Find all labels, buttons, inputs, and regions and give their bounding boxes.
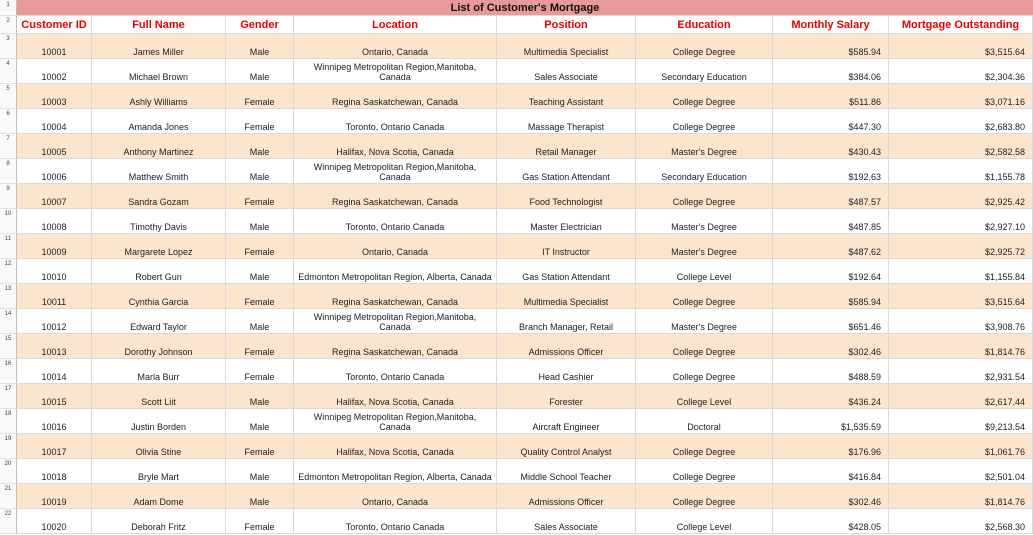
cell-customer-id[interactable]: 10004 [17, 109, 92, 134]
cell-full-name[interactable]: Bryle Mart [92, 459, 226, 484]
cell-position[interactable]: Aircraft Engineer [497, 409, 636, 434]
cell-full-name[interactable]: James Miller [92, 34, 226, 59]
cell-mortgage-outstanding[interactable]: $2,501.04 [889, 459, 1033, 484]
cell-full-name[interactable]: Marla Burr [92, 359, 226, 384]
cell-customer-id[interactable]: 10001 [17, 34, 92, 59]
cell-full-name[interactable]: Olivia Stine [92, 434, 226, 459]
cell-position[interactable]: Teaching Assistant [497, 84, 636, 109]
cell-gender[interactable]: Male [226, 59, 294, 84]
cell-monthly-salary[interactable]: $428.05 [773, 509, 889, 534]
cell-mortgage-outstanding[interactable]: $2,925.42 [889, 184, 1033, 209]
cell-monthly-salary[interactable]: $487.85 [773, 209, 889, 234]
cell-full-name[interactable]: Matthew Smith [92, 159, 226, 184]
cell-gender[interactable]: Male [226, 409, 294, 434]
cell-position[interactable]: Branch Manager, Retail [497, 309, 636, 334]
cell-full-name[interactable]: Robert Gun [92, 259, 226, 284]
cell-gender[interactable]: Male [226, 34, 294, 59]
cell-customer-id[interactable]: 10007 [17, 184, 92, 209]
cell-monthly-salary[interactable]: $384.06 [773, 59, 889, 84]
cell-mortgage-outstanding[interactable]: $2,617.44 [889, 384, 1033, 409]
cell-customer-id[interactable]: 10002 [17, 59, 92, 84]
row-header-20[interactable]: 20 [0, 459, 17, 484]
row-header-9[interactable]: 9 [0, 184, 17, 209]
cell-gender[interactable]: Male [226, 259, 294, 284]
cell-full-name[interactable]: Deborah Fritz [92, 509, 226, 534]
column-header-gender[interactable]: Gender [226, 16, 294, 34]
cell-monthly-salary[interactable]: $176.96 [773, 434, 889, 459]
cell-monthly-salary[interactable]: $447.30 [773, 109, 889, 134]
row-header-11[interactable]: 11 [0, 234, 17, 259]
cell-position[interactable]: Middle School Teacher [497, 459, 636, 484]
cell-gender[interactable]: Male [226, 484, 294, 509]
cell-full-name[interactable]: Timothy Davis [92, 209, 226, 234]
cell-mortgage-outstanding[interactable]: $1,061.76 [889, 434, 1033, 459]
row-header-1[interactable]: 1 [0, 0, 17, 16]
cell-full-name[interactable]: Ashly Williams [92, 84, 226, 109]
cell-monthly-salary[interactable]: $302.46 [773, 334, 889, 359]
cell-location[interactable]: Toronto, Ontario Canada [294, 509, 497, 534]
cell-position[interactable]: IT Instructor [497, 234, 636, 259]
cell-full-name[interactable]: Margarete Lopez [92, 234, 226, 259]
cell-full-name[interactable]: Adam Dome [92, 484, 226, 509]
cell-location[interactable]: Ontario, Canada [294, 484, 497, 509]
cell-mortgage-outstanding[interactable]: $9,213.54 [889, 409, 1033, 434]
cell-monthly-salary[interactable]: $192.64 [773, 259, 889, 284]
cell-education[interactable]: College Degree [636, 359, 773, 384]
cell-education[interactable]: College Degree [636, 34, 773, 59]
cell-location[interactable]: Halifax, Nova Scotia, Canada [294, 384, 497, 409]
cell-full-name[interactable]: Anthony Martinez [92, 134, 226, 159]
cell-full-name[interactable]: Amanda Jones [92, 109, 226, 134]
cell-education[interactable]: Master's Degree [636, 234, 773, 259]
cell-mortgage-outstanding[interactable]: $1,814.76 [889, 334, 1033, 359]
cell-full-name[interactable]: Dorothy Johnson [92, 334, 226, 359]
cell-monthly-salary[interactable]: $585.94 [773, 284, 889, 309]
cell-location[interactable]: Regina Saskatchewan, Canada [294, 184, 497, 209]
cell-gender[interactable]: Male [226, 134, 294, 159]
cell-monthly-salary[interactable]: $192.63 [773, 159, 889, 184]
cell-full-name[interactable]: Cynthia Garcia [92, 284, 226, 309]
row-header-21[interactable]: 21 [0, 484, 17, 509]
cell-full-name[interactable]: Scott Liit [92, 384, 226, 409]
cell-customer-id[interactable]: 10010 [17, 259, 92, 284]
cell-mortgage-outstanding[interactable]: $3,908.76 [889, 309, 1033, 334]
cell-location[interactable]: Regina Saskatchewan, Canada [294, 334, 497, 359]
column-header-full-name[interactable]: Full Name [92, 16, 226, 34]
cell-education[interactable]: College Degree [636, 109, 773, 134]
row-header-17[interactable]: 17 [0, 384, 17, 409]
cell-education[interactable]: Master's Degree [636, 309, 773, 334]
row-header-4[interactable]: 4 [0, 59, 17, 84]
cell-position[interactable]: Food Technologist [497, 184, 636, 209]
cell-monthly-salary[interactable]: $430.43 [773, 134, 889, 159]
cell-gender[interactable]: Female [226, 284, 294, 309]
sheet-title[interactable]: List of Customer's Mortgage [17, 0, 1033, 16]
cell-customer-id[interactable]: 10020 [17, 509, 92, 534]
cell-position[interactable]: Quality Control Analyst [497, 434, 636, 459]
cell-customer-id[interactable]: 10014 [17, 359, 92, 384]
cell-mortgage-outstanding[interactable]: $2,927.10 [889, 209, 1033, 234]
column-header-location[interactable]: Location [294, 16, 497, 34]
cell-customer-id[interactable]: 10009 [17, 234, 92, 259]
cell-mortgage-outstanding[interactable]: $3,515.64 [889, 34, 1033, 59]
cell-location[interactable]: Halifax, Nova Scotia, Canada [294, 134, 497, 159]
cell-customer-id[interactable]: 10019 [17, 484, 92, 509]
cell-position[interactable]: Master Electrician [497, 209, 636, 234]
row-header-5[interactable]: 5 [0, 84, 17, 109]
cell-education[interactable]: Secondary Education [636, 59, 773, 84]
cell-monthly-salary[interactable]: $488.59 [773, 359, 889, 384]
cell-monthly-salary[interactable]: $302.46 [773, 484, 889, 509]
cell-monthly-salary[interactable]: $1,535.59 [773, 409, 889, 434]
cell-gender[interactable]: Male [226, 309, 294, 334]
cell-education[interactable]: College Level [636, 259, 773, 284]
cell-position[interactable]: Admissions Officer [497, 334, 636, 359]
cell-position[interactable]: Massage Therapist [497, 109, 636, 134]
cell-gender[interactable]: Female [226, 359, 294, 384]
cell-monthly-salary[interactable]: $585.94 [773, 34, 889, 59]
cell-education[interactable]: College Level [636, 384, 773, 409]
cell-customer-id[interactable]: 10015 [17, 384, 92, 409]
cell-location[interactable]: Winnipeg Metropolitan Region,Manitoba, Canada [294, 59, 497, 84]
cell-mortgage-outstanding[interactable]: $1,814.76 [889, 484, 1033, 509]
cell-position[interactable]: Multimedia Specialist [497, 34, 636, 59]
cell-education[interactable]: College Degree [636, 434, 773, 459]
cell-location[interactable]: Toronto, Ontario Canada [294, 359, 497, 384]
cell-position[interactable]: Gas Station Attendant [497, 259, 636, 284]
column-header-education[interactable]: Education [636, 16, 773, 34]
cell-location[interactable]: Ontario, Canada [294, 34, 497, 59]
cell-location[interactable]: Winnipeg Metropolitan Region,Manitoba, Canada [294, 159, 497, 184]
cell-monthly-salary[interactable]: $487.62 [773, 234, 889, 259]
cell-customer-id[interactable]: 10018 [17, 459, 92, 484]
cell-gender[interactable]: Female [226, 84, 294, 109]
cell-mortgage-outstanding[interactable]: $2,304.36 [889, 59, 1033, 84]
cell-location[interactable]: Winnipeg Metropolitan Region,Manitoba, Canada [294, 309, 497, 334]
column-header-position[interactable]: Position [497, 16, 636, 34]
cell-full-name[interactable]: Sandra Gozam [92, 184, 226, 209]
cell-location[interactable]: Edmonton Metropolitan Region, Alberta, Canada [294, 459, 497, 484]
row-header-7[interactable]: 7 [0, 134, 17, 159]
cell-mortgage-outstanding[interactable]: $3,071.16 [889, 84, 1033, 109]
cell-customer-id[interactable]: 10017 [17, 434, 92, 459]
cell-location[interactable]: Halifax, Nova Scotia, Canada [294, 434, 497, 459]
cell-customer-id[interactable]: 10003 [17, 84, 92, 109]
cell-education[interactable]: College Degree [636, 184, 773, 209]
cell-location[interactable]: Edmonton Metropolitan Region, Alberta, Canada [294, 259, 497, 284]
cell-gender[interactable]: Female [226, 234, 294, 259]
cell-gender[interactable]: Female [226, 509, 294, 534]
cell-education[interactable]: College Degree [636, 484, 773, 509]
cell-education[interactable]: College Degree [636, 284, 773, 309]
cell-customer-id[interactable]: 10006 [17, 159, 92, 184]
cell-location[interactable]: Regina Saskatchewan, Canada [294, 84, 497, 109]
cell-location[interactable]: Winnipeg Metropolitan Region,Manitoba, Canada [294, 409, 497, 434]
cell-position[interactable]: Multimedia Specialist [497, 284, 636, 309]
column-header-monthly-salary[interactable]: Monthly Salary [773, 16, 889, 34]
cell-gender[interactable]: Male [226, 159, 294, 184]
row-header-3[interactable]: 3 [0, 34, 17, 59]
cell-customer-id[interactable]: 10013 [17, 334, 92, 359]
cell-mortgage-outstanding[interactable]: $1,155.84 [889, 259, 1033, 284]
cell-customer-id[interactable]: 10008 [17, 209, 92, 234]
cell-full-name[interactable]: Justin Borden [92, 409, 226, 434]
row-header-15[interactable]: 15 [0, 334, 17, 359]
cell-gender[interactable]: Female [226, 434, 294, 459]
cell-monthly-salary[interactable]: $487.57 [773, 184, 889, 209]
cell-customer-id[interactable]: 10012 [17, 309, 92, 334]
cell-education[interactable]: College Level [636, 509, 773, 534]
cell-education[interactable]: Master's Degree [636, 209, 773, 234]
cell-customer-id[interactable]: 10011 [17, 284, 92, 309]
cell-gender[interactable]: Male [226, 209, 294, 234]
column-header-customer-id[interactable]: Customer ID [17, 16, 92, 34]
cell-full-name[interactable]: Edward Taylor [92, 309, 226, 334]
row-header-8[interactable]: 8 [0, 159, 17, 184]
cell-gender[interactable]: Female [226, 109, 294, 134]
row-header-16[interactable]: 16 [0, 359, 17, 384]
cell-location[interactable]: Ontario, Canada [294, 234, 497, 259]
cell-gender[interactable]: Female [226, 334, 294, 359]
row-header-19[interactable]: 19 [0, 434, 17, 459]
cell-location[interactable]: Toronto, Ontario Canada [294, 209, 497, 234]
cell-mortgage-outstanding[interactable]: $2,683.80 [889, 109, 1033, 134]
cell-full-name[interactable]: Michael Brown [92, 59, 226, 84]
cell-mortgage-outstanding[interactable]: $1,155.78 [889, 159, 1033, 184]
cell-position[interactable]: Admissions Officer [497, 484, 636, 509]
row-header-13[interactable]: 13 [0, 284, 17, 309]
cell-education[interactable]: Doctoral [636, 409, 773, 434]
cell-mortgage-outstanding[interactable]: $3,515.64 [889, 284, 1033, 309]
cell-customer-id[interactable]: 10016 [17, 409, 92, 434]
cell-gender[interactable]: Male [226, 459, 294, 484]
cell-education[interactable]: College Degree [636, 84, 773, 109]
cell-monthly-salary[interactable]: $416.84 [773, 459, 889, 484]
cell-education[interactable]: Secondary Education [636, 159, 773, 184]
cell-position[interactable]: Head Cashier [497, 359, 636, 384]
row-header-22[interactable]: 22 [0, 509, 17, 534]
cell-gender[interactable]: Male [226, 384, 294, 409]
cell-education[interactable]: Master's Degree [636, 134, 773, 159]
cell-position[interactable]: Forester [497, 384, 636, 409]
cell-position[interactable]: Retail Manager [497, 134, 636, 159]
cell-mortgage-outstanding[interactable]: $2,568.30 [889, 509, 1033, 534]
cell-position[interactable]: Gas Station Attendant [497, 159, 636, 184]
row-header-2[interactable]: 2 [0, 16, 17, 34]
cell-mortgage-outstanding[interactable]: $2,931.54 [889, 359, 1033, 384]
cell-monthly-salary[interactable]: $511.86 [773, 84, 889, 109]
cell-education[interactable]: College Degree [636, 459, 773, 484]
row-header-12[interactable]: 12 [0, 259, 17, 284]
cell-education[interactable]: College Degree [636, 334, 773, 359]
cell-monthly-salary[interactable]: $651.46 [773, 309, 889, 334]
cell-monthly-salary[interactable]: $436.24 [773, 384, 889, 409]
cell-location[interactable]: Regina Saskatchewan, Canada [294, 284, 497, 309]
cell-customer-id[interactable]: 10005 [17, 134, 92, 159]
cell-mortgage-outstanding[interactable]: $2,925.72 [889, 234, 1033, 259]
row-header-14[interactable]: 14 [0, 309, 17, 334]
column-header-mortgage-outstanding[interactable]: Mortgage Outstanding [889, 16, 1033, 34]
row-header-18[interactable]: 18 [0, 409, 17, 434]
row-header-6[interactable]: 6 [0, 109, 17, 134]
cell-position[interactable]: Sales Associate [497, 59, 636, 84]
cell-location[interactable]: Toronto, Ontario Canada [294, 109, 497, 134]
row-header-10[interactable]: 10 [0, 209, 17, 234]
cell-gender[interactable]: Female [226, 184, 294, 209]
cell-position[interactable]: Sales Associate [497, 509, 636, 534]
cell-mortgage-outstanding[interactable]: $2,582.58 [889, 134, 1033, 159]
